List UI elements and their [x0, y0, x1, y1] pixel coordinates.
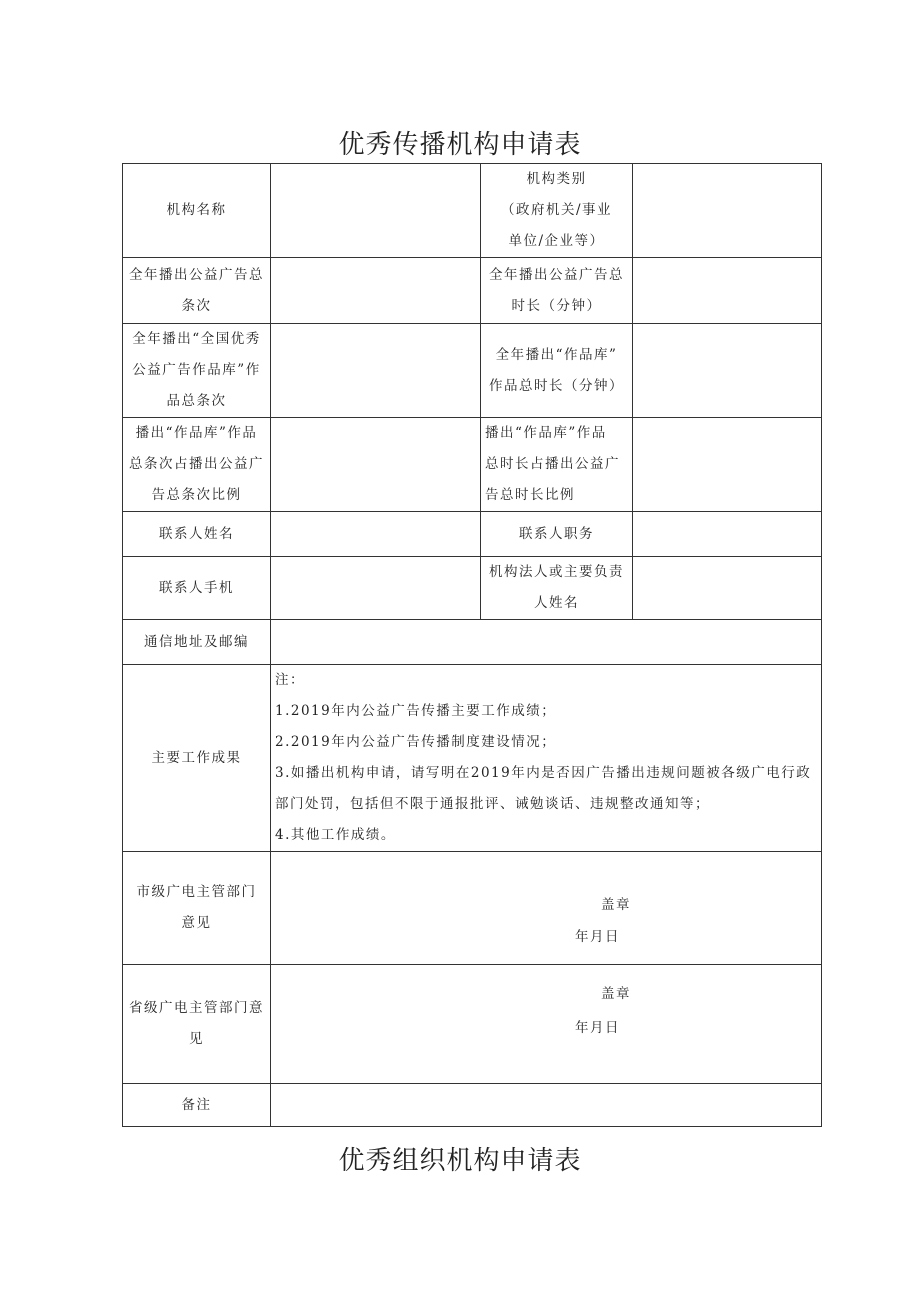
label-library-duration: 全年播出“作品库” 作品总时长（分钟）: [481, 324, 633, 418]
field-library-count[interactable]: [271, 324, 481, 418]
label-remarks: 备注: [123, 1084, 271, 1127]
label-achievements: 主要工作成果: [123, 665, 271, 852]
field-address[interactable]: [271, 620, 822, 665]
label-total-count: 全年播出公益广告总 条次: [123, 258, 271, 324]
row-ratio: [123, 418, 822, 512]
field-remarks[interactable]: [271, 1084, 822, 1127]
row-total: [123, 258, 822, 324]
field-org-name[interactable]: [271, 164, 481, 258]
row-remarks: [123, 1084, 822, 1127]
notes-label: 注：: [275, 672, 305, 688]
label-contact-phone: 联系人手机: [123, 557, 271, 620]
label-count-ratio: 播出“作品库”作品 总条次占播出公益广 告总条次比例: [123, 418, 271, 512]
form-title: 优秀传播机构申请表: [338, 130, 582, 160]
field-duration-ratio[interactable]: [633, 418, 822, 512]
field-legal-person[interactable]: [633, 557, 822, 620]
city-seal-label: 盖章: [601, 897, 631, 913]
label-org-name: 机构名称: [123, 164, 271, 258]
row-address: [123, 620, 822, 665]
row-contact-phone: [123, 557, 822, 620]
field-total-count[interactable]: [271, 258, 481, 324]
label-library-count: 全年播出“全国优秀 公益广告作品库”作 品总条次: [123, 324, 271, 418]
label-duration-ratio: 播出“作品库”作品 总时长占播出公益广 告总时长比例: [481, 418, 633, 512]
label-contact-name: 联系人姓名: [123, 512, 271, 557]
label-contact-title: 联系人职务: [481, 512, 633, 557]
field-library-duration[interactable]: [633, 324, 822, 418]
note-item-3: 3.如播出机构申请，请写明在2019年内是否因广告播出违规问题被各级广电行政部门处罚，包括但不限于通报批评、诫勉谈话、违规整改通知等；: [275, 765, 812, 812]
next-form-title: 优秀组织机构申请表: [338, 1146, 582, 1176]
label-org-type: 机构类别 （政府机关/事业 单位/企业等）: [481, 164, 633, 258]
field-province-opinion[interactable]: [271, 965, 822, 1084]
field-count-ratio[interactable]: [271, 418, 481, 512]
province-date-label: 年月日: [575, 1020, 620, 1036]
note-item-4: 4.其他工作成绩。: [275, 827, 396, 843]
field-city-opinion[interactable]: [271, 852, 822, 965]
label-province-opinion: 省级广电主管部门意 见: [123, 965, 271, 1084]
field-org-type[interactable]: [633, 164, 822, 258]
note-item-2: 2.2019年内公益广告传播制度建设情况；: [275, 734, 557, 750]
city-date-label: 年月日: [575, 929, 620, 945]
application-form-table: [122, 163, 822, 1127]
row-province-opinion: [123, 965, 822, 1084]
row-achievements: [123, 665, 822, 852]
achievements-notes[interactable]: [271, 665, 822, 852]
row-org-name: [123, 164, 822, 258]
province-seal-label: 盖章: [601, 986, 631, 1002]
field-contact-title[interactable]: [633, 512, 822, 557]
field-contact-name[interactable]: [271, 512, 481, 557]
label-address: 通信地址及邮编: [123, 620, 271, 665]
field-total-duration[interactable]: [633, 258, 822, 324]
note-item-1: 1.2019年内公益广告传播主要工作成绩；: [275, 703, 557, 719]
row-library: [123, 324, 822, 418]
label-total-duration: 全年播出公益广告总 时长（分钟）: [481, 258, 633, 324]
label-legal-person: 机构法人或主要负责 人姓名: [481, 557, 633, 620]
row-city-opinion: [123, 852, 822, 965]
row-contact-name: [123, 512, 822, 557]
label-city-opinion: 市级广电主管部门 意见: [123, 852, 271, 965]
field-contact-phone[interactable]: [271, 557, 481, 620]
